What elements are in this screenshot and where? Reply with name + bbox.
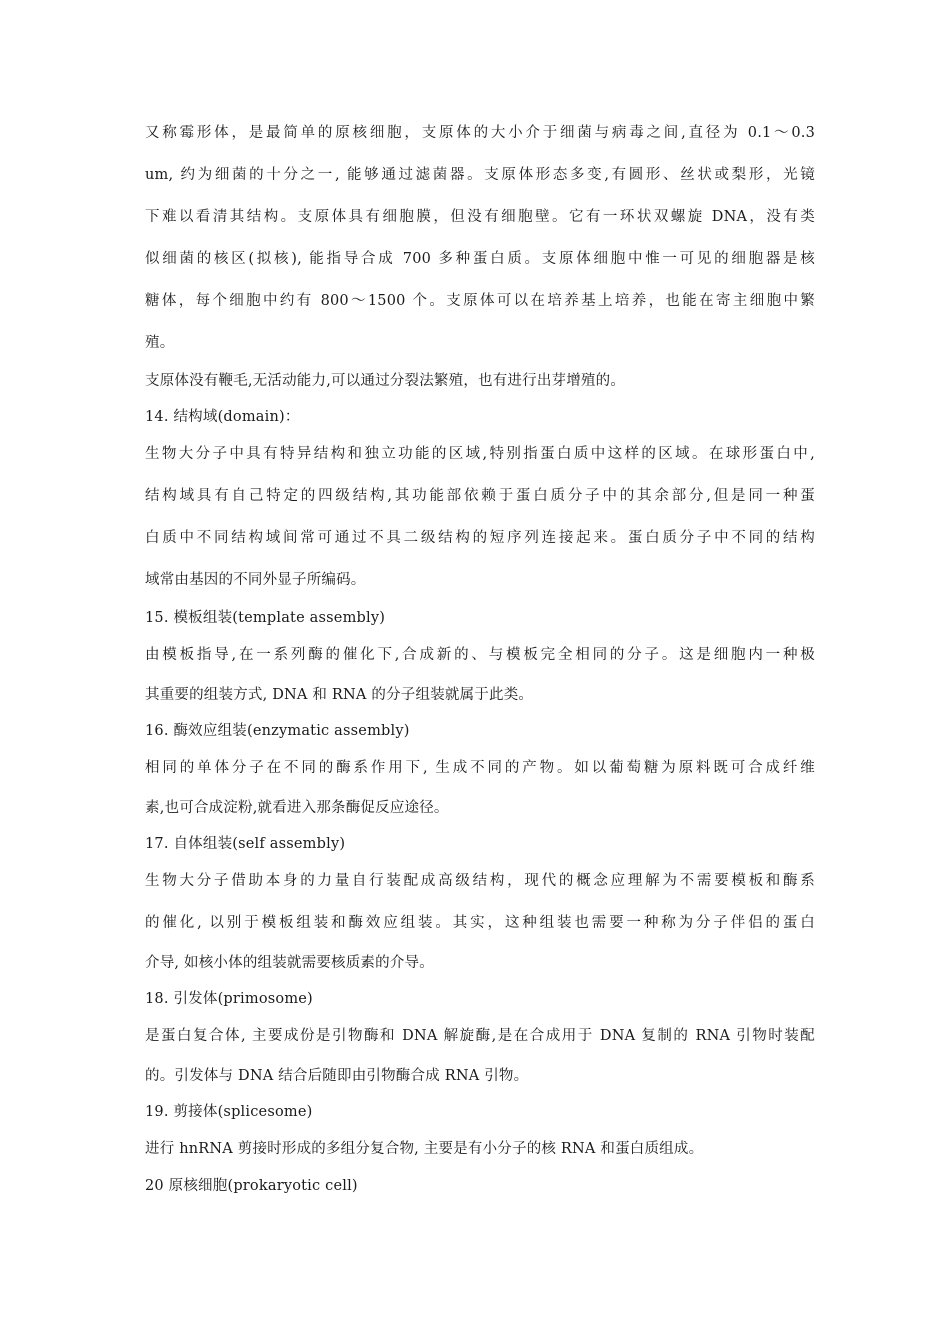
text-line: 似细菌的核区(拟核), 能指导合成 700 多种蛋白质。支原体细胞中惟一可见的细胞器是核	[145, 251, 815, 267]
section-heading: 19. 剪接体(splicesome)	[145, 1104, 313, 1120]
text-line: 的催化, 以别于模板组装和酶效应组装。其实，这种组装也需要一种称为分子伴侣的蛋白	[145, 915, 815, 931]
section-heading: 16. 酶效应组装(enzymatic assembly)	[145, 723, 410, 739]
text-line: 生物大分子借助本身的力量自行装配成高级结构，现代的概念应理解为不需要模板和酶系	[145, 873, 815, 889]
text-line: 素,也可合成淀粉,就看进入那条酶促反应途径。	[145, 800, 449, 816]
section-heading: 14. 结构域(domain)：	[145, 409, 300, 425]
text-line: 是蛋白复合体, 主要成份是引物酶和 DNA 解旋酶,是在合成用于 DNA 复制的 RNA 引物时装配	[145, 1028, 815, 1044]
text-line: 支原体没有鞭毛,无活动能力,可以通过分裂法繁殖，也有进行出芽增殖的。	[145, 373, 626, 389]
text-line: 糖体，每个细胞中约有 800～1500 个。支原体可以在培养基上培养，也能在寄主细胞中繁	[145, 293, 815, 309]
section-heading: 17. 自体组装(self assembly)	[145, 836, 346, 852]
text-line: 结构域具有自己特定的四级结构,其功能部依赖于蛋白质分子中的其余部分,但是同一种蛋	[145, 488, 815, 504]
text-line: 又称霉形体，是最简单的原核细胞，支原体的大小介于细菌与病毒之间,直径为 0.1～0.3	[145, 125, 815, 141]
text-line: 殖。	[145, 335, 175, 351]
text-line: um, 约为细菌的十分之一, 能够通过滤菌器。支原体形态多变,有圆形、丝状或梨形，光镜	[145, 167, 815, 183]
section-heading: 18. 引发体(primosome)	[145, 991, 313, 1007]
text-line: 白质中不同结构域间常可通过不具二级结构的短序列连接起来。蛋白质分子中不同的结构	[145, 530, 815, 546]
text-line: 的。引发体与 DNA 结合后随即由引物酶合成 RNA 引物。	[145, 1068, 529, 1084]
text-line: 生物大分子中具有特异结构和独立功能的区域,特别指蛋白质中这样的区域。在球形蛋白中,	[145, 446, 815, 462]
text-line: 介导, 如核小体的组装就需要核质素的介导。	[145, 955, 434, 971]
text-line: 相同的单体分子在不同的酶系作用下, 生成不同的产物。如以葡萄糖为原料既可合成纤维	[145, 760, 815, 776]
text-line: 由模板指导,在一系列酶的催化下,合成新的、与模板完全相同的分子。这是细胞内一种极	[145, 647, 815, 663]
text-line: 其重要的组装方式, DNA 和 RNA 的分子组装就属于此类。	[145, 687, 534, 703]
section-heading: 20 原核细胞(prokaryotic cell)	[145, 1178, 358, 1194]
text-line: 进行 hnRNA 剪接时形成的多组分复合物, 主要是有小分子的核 RNA 和蛋白质组成。	[145, 1141, 704, 1157]
text-line: 域常由基因的不同外显子所编码。	[145, 572, 366, 588]
section-heading: 15. 模板组装(template assembly)	[145, 610, 386, 626]
text-line: 下难以看清其结构。支原体具有细胞膜，但没有细胞壁。它有一环状双螺旋 DNA，没有类	[145, 209, 815, 225]
